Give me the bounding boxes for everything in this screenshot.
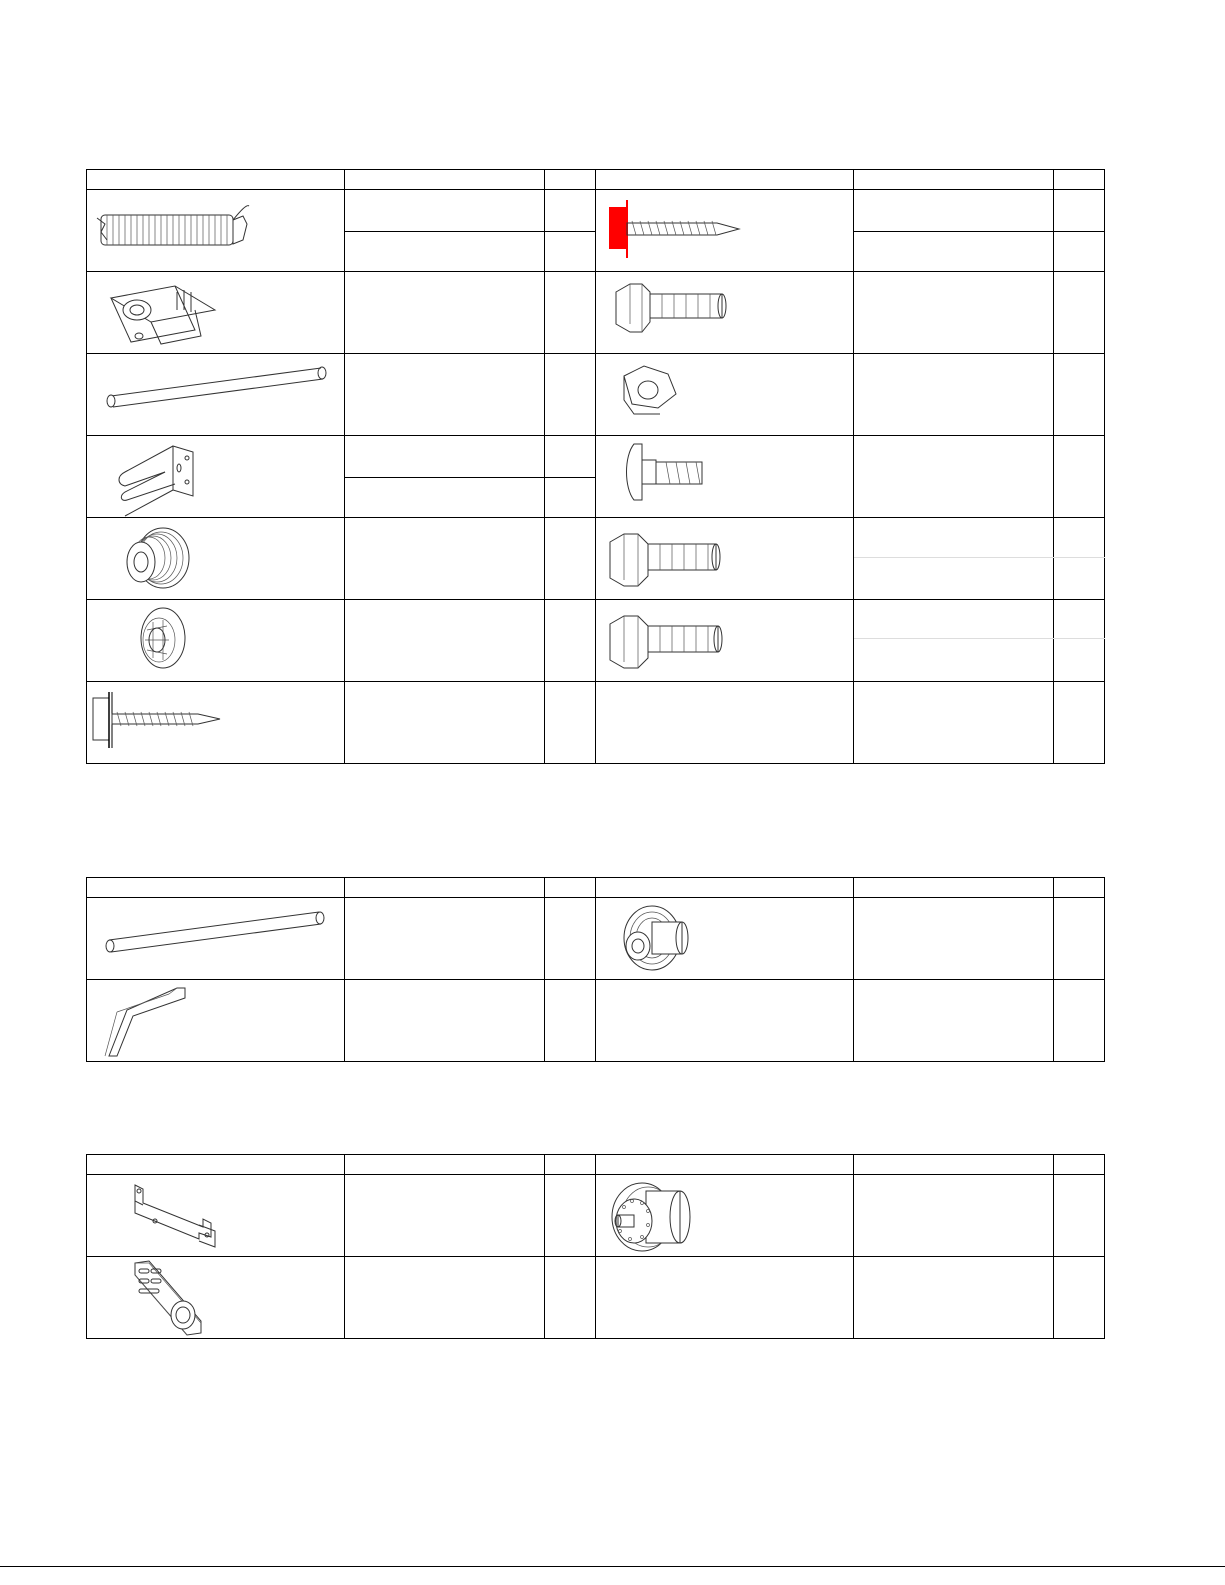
- part-qty-cell: [545, 272, 596, 354]
- page-footer-rule: [0, 1566, 1225, 1567]
- part-image-cell: [87, 898, 345, 980]
- part-description-cell: [345, 600, 545, 682]
- winding-bar-icon: [87, 980, 345, 1061]
- part-description-cell: [854, 1175, 1054, 1257]
- header-cell: [1054, 878, 1105, 898]
- part-qty-cell: [1054, 639, 1105, 682]
- lag-screw-icon: [87, 682, 345, 763]
- part-qty-cell: [1054, 898, 1105, 980]
- part-qty-cell: [1054, 231, 1105, 272]
- lag-screw-highlighted-icon: [596, 190, 854, 271]
- part-image-cell: [596, 600, 854, 682]
- part-description-cell: [345, 231, 545, 272]
- table-row: [87, 600, 1105, 639]
- header-cell: [596, 170, 854, 190]
- part-description-cell: [345, 190, 545, 232]
- torsion-shaft-icon: [87, 354, 345, 435]
- table-header-row: [87, 878, 1105, 898]
- part-qty-cell: [545, 600, 596, 682]
- part-qty-cell: [1054, 600, 1105, 639]
- part-image-cell: [596, 272, 854, 354]
- part-description-cell: [854, 190, 1054, 232]
- shaft-parts-table: [86, 877, 1105, 1062]
- part-description-cell: [854, 558, 1054, 600]
- part-qty-cell: [545, 231, 596, 272]
- center-bracket-icon: [87, 436, 345, 517]
- part-description-cell: [345, 272, 545, 354]
- part-qty-cell: [545, 518, 596, 600]
- part-qty-cell: [545, 898, 596, 980]
- part-description-cell: [345, 518, 545, 600]
- part-qty-cell: [545, 1175, 596, 1257]
- table-row: [87, 272, 1105, 354]
- header-cell: [345, 170, 545, 190]
- part-image-cell: [87, 980, 345, 1062]
- part-qty-cell: [1054, 980, 1105, 1062]
- table-row: [87, 682, 1105, 764]
- table-row: [87, 354, 1105, 436]
- table-row: [87, 980, 1105, 1062]
- torsion-spring-icon: [87, 190, 345, 271]
- hex-nut-icon: [596, 354, 854, 435]
- offset-bracket-icon: [87, 1175, 345, 1256]
- part-qty-cell: [1054, 682, 1105, 764]
- part-description-cell: [854, 1257, 1054, 1339]
- kit-parts-table: [86, 169, 1105, 764]
- part-description-cell: [345, 1257, 545, 1339]
- part-description-cell: [345, 1175, 545, 1257]
- part-description-cell: [345, 898, 545, 980]
- part-qty-cell: [545, 436, 596, 478]
- header-cell: [87, 878, 345, 898]
- highlight-marker: [609, 207, 627, 249]
- part-image-cell: [596, 518, 854, 600]
- header-cell: [1054, 1155, 1105, 1175]
- part-image-cell: [87, 1175, 345, 1257]
- header-cell: [87, 170, 345, 190]
- part-description-cell: [854, 436, 1054, 518]
- part-description-cell: [345, 436, 545, 478]
- winding-cone-icon: [87, 600, 345, 681]
- header-cell: [1054, 170, 1105, 190]
- part-description-cell: [854, 980, 1054, 1062]
- cable-drum-icon: [87, 518, 345, 599]
- part-qty-cell: [1054, 190, 1105, 232]
- carriage-bolt-icon: [596, 436, 854, 517]
- table-row: [87, 190, 1105, 232]
- bracket-parts-table: [86, 1154, 1105, 1339]
- header-cell: [545, 1155, 596, 1175]
- part-description-cell: [345, 477, 545, 518]
- bearing-plate-icon: [87, 1257, 345, 1338]
- header-cell: [87, 1155, 345, 1175]
- part-image-cell: [87, 600, 345, 682]
- part-qty-cell: [545, 682, 596, 764]
- part-image-cell: [87, 272, 345, 354]
- part-description-cell: [345, 980, 545, 1062]
- header-cell: [596, 878, 854, 898]
- part-image-cell: [596, 898, 854, 980]
- part-qty-cell: [1054, 558, 1105, 600]
- header-cell: [545, 170, 596, 190]
- part-qty-cell: [1054, 1175, 1105, 1257]
- part-description-cell: [854, 231, 1054, 272]
- part-description-cell: [854, 898, 1054, 980]
- table-header-row: [87, 1155, 1105, 1175]
- part-description-cell: [854, 272, 1054, 354]
- part-description-cell: [854, 639, 1054, 682]
- header-cell: [545, 878, 596, 898]
- part-qty-cell: [1054, 518, 1105, 558]
- hex-bolt-medium-icon: [596, 600, 854, 681]
- part-qty-cell: [1054, 272, 1105, 354]
- part-qty-cell: [545, 1257, 596, 1339]
- part-image-cell: [87, 354, 345, 436]
- end-bearing-plate-icon: [87, 272, 345, 353]
- part-description-cell: [854, 682, 1054, 764]
- part-image-cell: [596, 190, 854, 272]
- table-row: [87, 1257, 1105, 1339]
- part-image-cell: [596, 1175, 854, 1257]
- part-description-cell: [854, 600, 1054, 639]
- table-row: [87, 518, 1105, 558]
- part-image-cell: [596, 1257, 854, 1339]
- part-description-cell: [345, 682, 545, 764]
- header-cell: [854, 878, 1054, 898]
- hex-bolt-long-icon: [596, 518, 854, 599]
- part-qty-cell: [1054, 354, 1105, 436]
- header-cell: [854, 170, 1054, 190]
- part-image-cell: [596, 436, 854, 518]
- part-qty-cell: [545, 354, 596, 436]
- part-description-cell: [854, 518, 1054, 558]
- part-qty-cell: [545, 190, 596, 232]
- table-row: [87, 436, 1105, 478]
- shaft-icon: [87, 898, 345, 979]
- hex-bolt-icon: [596, 272, 854, 353]
- table-row: [87, 898, 1105, 980]
- part-description-cell: [854, 354, 1054, 436]
- part-image-cell: [87, 436, 345, 518]
- header-cell: [854, 1155, 1054, 1175]
- drum-pulley-icon: [596, 898, 854, 979]
- part-qty-cell: [545, 477, 596, 518]
- part-image-cell: [87, 682, 345, 764]
- part-image-cell: [596, 980, 854, 1062]
- part-qty-cell: [545, 980, 596, 1062]
- part-image-cell: [87, 518, 345, 600]
- part-image-cell: [596, 682, 854, 764]
- table-header-row: [87, 170, 1105, 190]
- part-image-cell: [596, 354, 854, 436]
- part-image-cell: [87, 1257, 345, 1339]
- header-cell: [345, 878, 545, 898]
- table-row: [87, 1175, 1105, 1257]
- part-qty-cell: [1054, 436, 1105, 518]
- part-image-cell: [87, 190, 345, 272]
- header-cell: [596, 1155, 854, 1175]
- part-qty-cell: [1054, 1257, 1105, 1339]
- sheave-pulley-icon: [596, 1175, 854, 1256]
- header-cell: [345, 1155, 545, 1175]
- part-description-cell: [345, 354, 545, 436]
